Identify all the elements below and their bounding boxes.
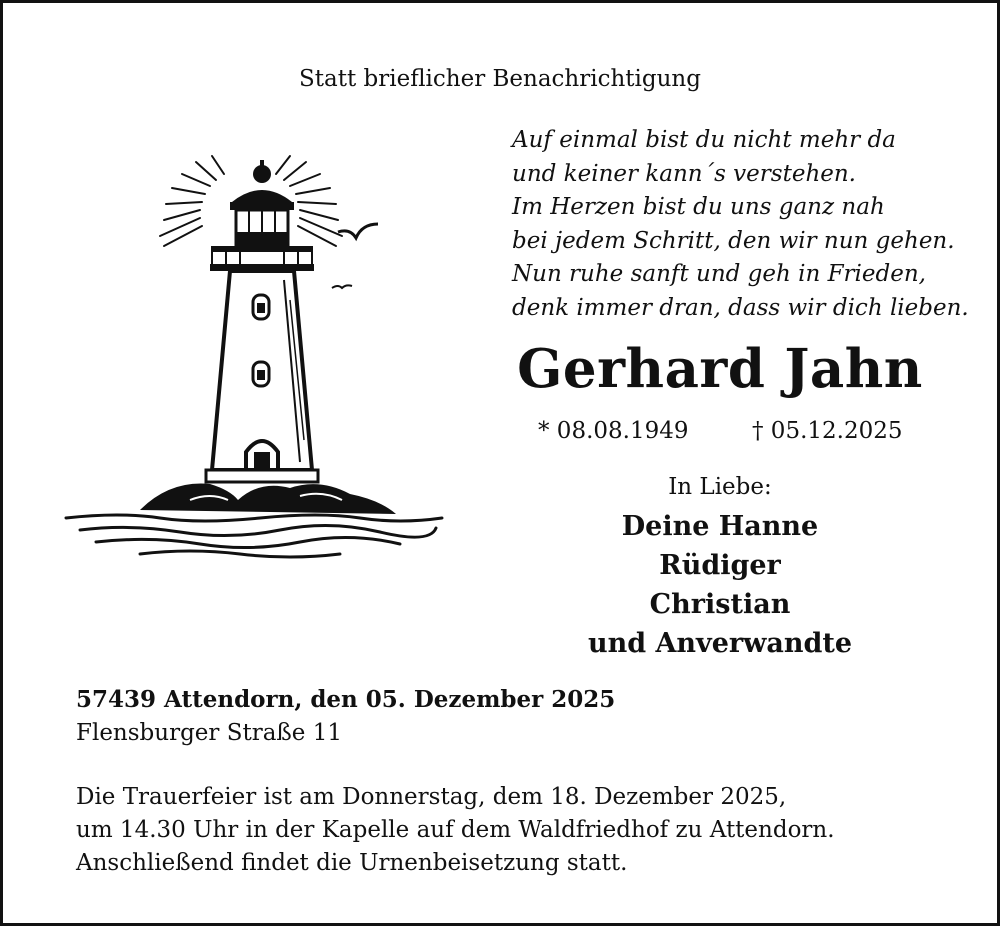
mourner-name: Deine Hanne — [621, 511, 819, 542]
poem-line: denk immer dran, dass wir dich lieben. — [512, 294, 969, 321]
mourners-list — [520, 507, 920, 663]
ceremony-info — [76, 781, 835, 880]
poem-line: Nun ruhe sanft und geh in Frieden, — [512, 261, 926, 287]
memorial-poem — [512, 124, 969, 325]
ceremony-line: um 14.30 Uhr in der Kapelle auf dem Waldfriedhof zu Attendorn. — [76, 817, 835, 843]
mourner-name: Rüdiger — [659, 550, 781, 581]
place-and-date: 57439 Attendorn, den 05. Dezember 2025 — [76, 686, 616, 713]
poem-line: und keiner kann´s verstehen. — [512, 160, 856, 187]
deceased-name: Gerhard Jahn — [517, 338, 923, 400]
birth-date: * 08.08.1949 — [538, 418, 689, 444]
ceremony-line: Anschließend findet die Urnenbeisetzung statt. — [76, 850, 628, 876]
street-address: Flensburger Straße 11 — [76, 720, 342, 746]
poem-line: bei jedem Schritt, den wir nun gehen. — [512, 227, 955, 254]
mourner-name: und Anverwandte — [587, 628, 853, 659]
poem-line: Auf einmal bist du nicht mehr da — [512, 127, 896, 153]
poem-line: Im Herzen bist du uns ganz nah — [512, 194, 885, 220]
notice-header: Statt brieflicher Benachrichtigung — [299, 66, 701, 92]
mourners-intro: In Liebe: — [668, 474, 772, 500]
mourner-name: Christian — [649, 589, 791, 620]
death-date: † 05.12.2025 — [752, 418, 903, 444]
ceremony-line: Die Trauerfeier ist am Donnerstag, dem 18. Dezember 2025, — [76, 784, 787, 810]
lighthouse-illustration — [60, 140, 450, 560]
